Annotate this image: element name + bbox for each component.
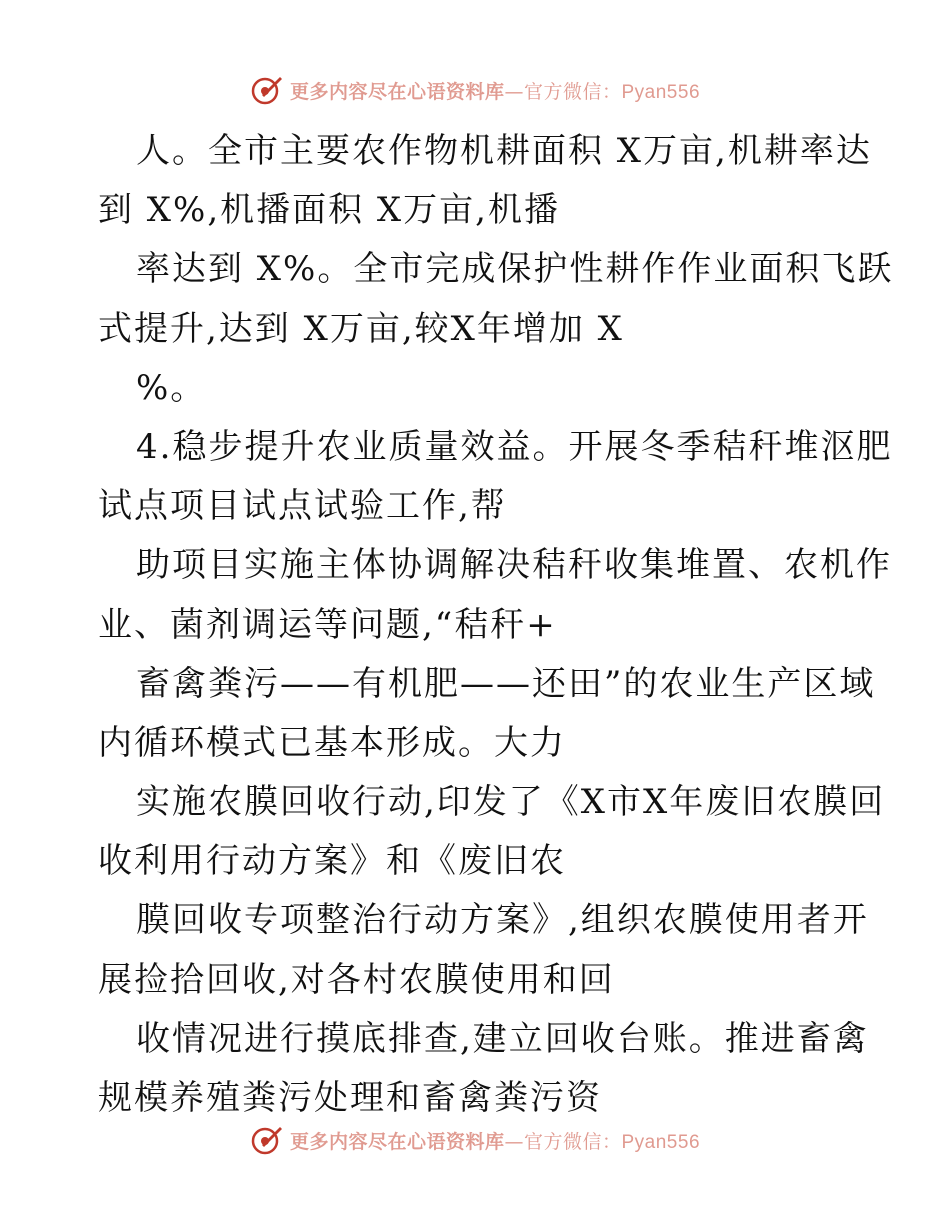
- watermark-wechat-label: 官方微信：: [523, 1130, 622, 1153]
- watermark-wechat-id: Pyan556: [621, 81, 701, 103]
- watermark-footer: [0, 1120, 950, 1160]
- watermark-dash: —: [504, 80, 524, 103]
- text-line: 内循环模式已基本形成。大力: [98, 722, 566, 763]
- text-line: %。: [136, 367, 207, 408]
- text-line: 4.稳步提升农业质量效益。开展冬季秸秆堆沤肥: [136, 426, 893, 467]
- watermark-header: [0, 70, 950, 110]
- text-line: 率达到 X%。全市完成保护性耕作作业面积飞跃: [136, 249, 894, 290]
- text-line: 式提升,达到 X万亩,较X年增加 X: [98, 308, 624, 349]
- text-line: 展捡拾回收,对各村农膜使用和回: [98, 959, 615, 1000]
- text-line: 膜回收专项整治行动方案》,组织农膜使用者开: [136, 900, 869, 941]
- watermark-wechat-id: Pyan556: [621, 1131, 701, 1153]
- document-body: [98, 122, 894, 1128]
- watermark-text: [290, 1127, 700, 1154]
- text-line: 业、菌剂调运等问题,“秸秆+: [98, 604, 557, 645]
- text-line: 畜禽粪污——有机肥——还田”的农业生产区域: [136, 663, 876, 704]
- text-line: 实施农膜回收行动,印发了《X市X年废旧农膜回: [136, 782, 886, 823]
- watermark-text: [290, 77, 700, 104]
- text-line: 人。全市主要农作物机耕面积 X万亩,机耕率达: [136, 131, 872, 171]
- pen-logo-icon: [250, 1123, 284, 1157]
- text-line: 规模养殖粪污处理和畜禽粪污资: [98, 1078, 602, 1118]
- text-line: 试点项目试点试验工作,帮: [98, 486, 507, 527]
- text-line: 助项目实施主体协调解决秸秆收集堆置、农机作: [136, 545, 892, 586]
- watermark-dash: —: [504, 1130, 524, 1153]
- pen-logo-icon: [250, 73, 284, 107]
- watermark-site-name: 更多内容尽在心语资料库: [289, 1130, 505, 1153]
- text-line: 收情况进行摸底排查,建立回收台账。推进畜禽: [136, 1018, 869, 1059]
- watermark-site-name: 更多内容尽在心语资料库: [289, 80, 505, 103]
- text-line: 收利用行动方案》和《废旧农: [98, 841, 566, 882]
- text-line: 到 X%,机播面积 X万亩,机播: [98, 190, 560, 231]
- watermark-wechat-label: 官方微信：: [523, 80, 622, 103]
